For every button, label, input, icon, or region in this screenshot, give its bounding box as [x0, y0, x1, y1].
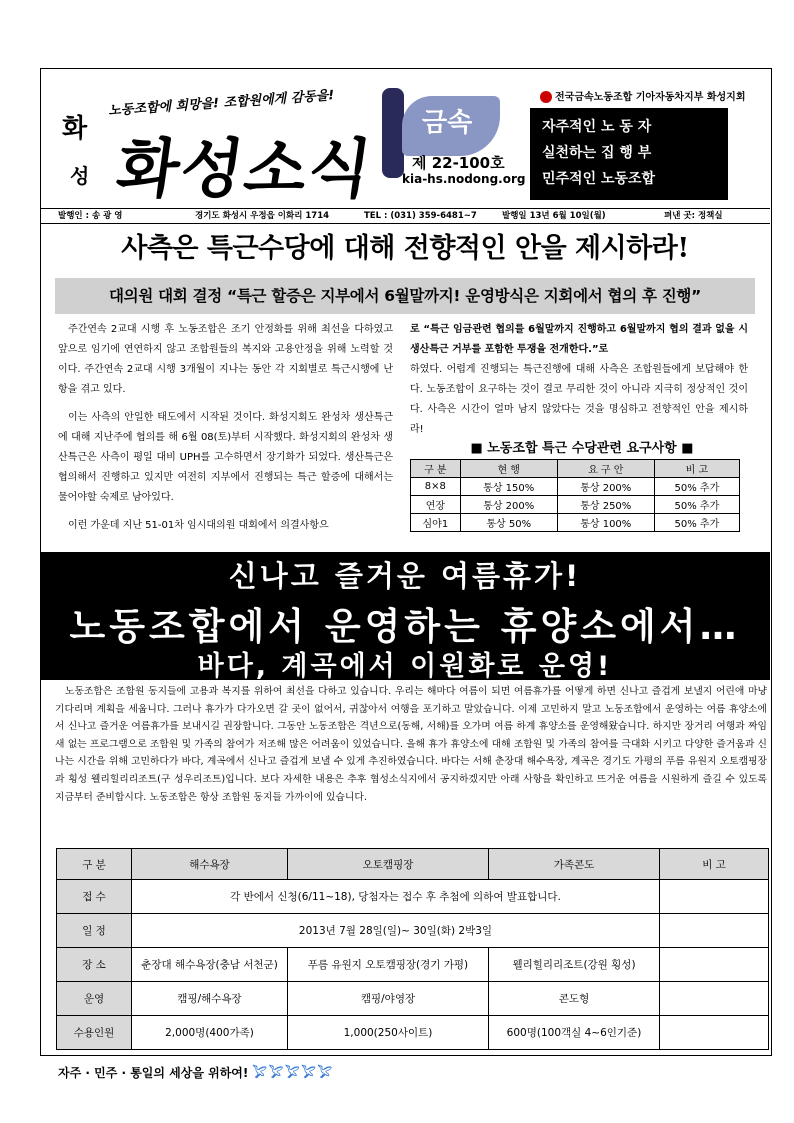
table-row: [57, 982, 769, 1016]
table-cell: 통상 250%: [557, 496, 654, 514]
masthead-side-char-1: 화: [62, 114, 88, 144]
table-cell: 수용인원: [57, 1016, 132, 1050]
logo-text: 금속: [422, 108, 473, 138]
article1-paragraph: 주간연속 2교대 시행 후 노동조합은 조기 안정화를 위해 최선을 다하였고 앞으로 임기에 연연하지 않고 조합원들의 복지와 고용안정을 위해 노력할 것이다. 주간연속 2교대 시행 3개월이 지나는 동안 각 지회별로 특근시행에 난항을 겪고 있다.: [58, 324, 393, 395]
masthead-slogan: 노동조합에 희망을! 조합원에게 감동을!: [107, 88, 335, 119]
table-cell: 일 정: [57, 914, 132, 948]
table-header-row: [57, 849, 769, 880]
footer-slogan: [58, 1061, 334, 1081]
table-cell: [660, 948, 769, 982]
vacation-paragraph: 노동조합은 조합원 동지들에 고용과 복지를 위하여 최선을 다하고 있습니다. 우리는 해마다 여름이 되면 여름휴가를 어떻게 하면 신나고 즐겁게 보낼지 어린애 마냥 기다리며 계획을 세웁니다. 그러나 휴가가 다가오면 갈 곳이 없어서, 귀찮아서 여행을 포기하고 말았습니다. 이제 고민하지 말고 노동조합에서 운영하는 여름 휴양소에서 신나고 즐거운 여름휴가를 보내시길 권장합니다. 그동안 노동조합은 격년으로(동해, 서해)를 오가며 여름 하계 휴양소를 운영해왔습니다. 하지만 장거리 여행과 짜임새 없는 프로그램으로 조합원 및 가족의 참여가 저조해 많은 어려움이 있었습니다. 올해 휴가 휴양소에 대해 조합원 및 가족의 참여를 극대화 시키고 다양한 즐거움과 신나는 시간을 위해 고민하다가 바다, 계곡에서 신나고 즐겁게 보낼 수 있게 추진하였습니다. 바다는 서해 춘장대 해수욕장, 계곡은 경기도 가평의 푸름 유원지 오토캠핑장과 횡성 웰리힐리리조트(구 성우리조트)입니다. 보다 자세한 내용은 추후 협성소식지에서 공지하겠지만 아래 사항을 확인하고 뜨거운 여름을 시원하게 즐길 수 있도록 지금부터 준비합시다. 노동조합은 항상 조합원 동지들 가까이에 있습니다.: [55, 686, 767, 803]
table-cell: 캠핑/해수욕장: [132, 982, 288, 1016]
motto-line: 자주적인 노 동 자: [542, 119, 652, 135]
table-header-cell: 구 분: [57, 849, 132, 880]
publisher: 발행인 : 송 광 영: [58, 211, 123, 221]
table-cell: 캠핑/야영장: [288, 982, 489, 1016]
table-row: [57, 914, 769, 948]
table-cell: 운영: [57, 982, 132, 1016]
table-cell: 푸름 유원지 오토캠핑장(경기 가평): [288, 948, 489, 982]
table-cell: [660, 982, 769, 1016]
telephone: TEL : (031) 359-6481~7: [364, 211, 477, 221]
motto-box: [530, 108, 728, 200]
table-row: [57, 948, 769, 982]
table-cell: 통상 200%: [460, 496, 557, 514]
vacation-banner: [40, 552, 770, 680]
article1-headline: 사측은 특근수당에 대해 전향적인 안을 제시하라!: [121, 233, 689, 264]
table-cell: 통상 100%: [557, 514, 654, 532]
table-cell: 각 반에서 신청(6/11~18), 당첨자는 접수 후 추첨에 의하여 발표합니다.: [132, 880, 660, 914]
article1-paragraph: 이런 가운데 지난 51-01차 임시대의원 대회에서 의결사항으: [68, 520, 329, 531]
table-cell: [660, 880, 769, 914]
table-row: [411, 478, 740, 496]
table-row: [57, 1016, 769, 1050]
table-cell: 접 수: [57, 880, 132, 914]
table-cell: 50% 추가: [654, 514, 739, 532]
masthead-side-char-2: 성: [70, 164, 90, 188]
table-header-cell: 구 분: [411, 460, 461, 478]
demand-table: [410, 459, 740, 532]
article1-resolution-quote: 로 “특근 임금관련 협의를 6월말까지 진행하고 6월말까지 협의 결과 없을 시 생산특근 거부를 포함한 투쟁을 전개한다.”로: [410, 324, 748, 355]
union-name-text: 전국금속노동조합 기아자동차지부 화성지회: [555, 92, 746, 103]
table-cell: 50% 추가: [654, 496, 739, 514]
table-cell: 심야1: [411, 514, 461, 532]
table-header-row: [411, 460, 740, 478]
table-cell: 2013년 7월 28일(일)~ 30일(화) 2박3일: [132, 914, 660, 948]
motto-line: 실천하는 집 행 부: [542, 145, 652, 161]
table-cell: 2,000명(400가족): [132, 1016, 288, 1050]
table-cell: 600명(100객실 4~6인기준): [489, 1016, 660, 1050]
table-header-cell: 오토캠핑장: [288, 849, 489, 880]
table-cell: [660, 1016, 769, 1050]
table-header-cell: 가족콘도: [489, 849, 660, 880]
article1-right-column: [410, 320, 748, 440]
newsletter-title: 화성소식: [111, 132, 378, 207]
table-row: [411, 496, 740, 514]
issue-number: 제 22-100호: [412, 154, 505, 172]
table-cell: 통상 50%: [460, 514, 557, 532]
table-cell: 연장: [411, 496, 461, 514]
publication-info-bar: [40, 208, 770, 224]
address: 경기도 화성시 우정읍 이화리 1714: [195, 211, 330, 221]
table-cell: 웰리힐리리조트(강원 횡성): [489, 948, 660, 982]
table-cell: 1,000(250사이트): [288, 1016, 489, 1050]
table-header-cell: 비 고: [654, 460, 739, 478]
union-emblem-icon: [540, 91, 552, 103]
table-cell: 콘도형: [489, 982, 660, 1016]
bird-icons: 𓅯𓅯𓅯𓅯𓅯: [252, 1066, 334, 1080]
table-cell: [660, 914, 769, 948]
article1-subhead: 대의원 대회 결정 “특근 할증은 지부에서 6월말까지! 운영방식은 지회에서 협의 후 진행”: [55, 278, 755, 314]
fist-icon: [382, 88, 404, 178]
motto-line: 민주적인 노동조합: [542, 171, 656, 187]
table-cell: 통상 200%: [557, 478, 654, 496]
union-name: [540, 88, 746, 103]
table-header-cell: 비 고: [660, 849, 769, 880]
table-cell: 50% 추가: [654, 478, 739, 496]
table-header-cell: 요 구 안: [557, 460, 654, 478]
table-row: [411, 514, 740, 532]
resort-table: [56, 848, 769, 1050]
table-header-cell: 해수욕장: [132, 849, 288, 880]
website-url: kia-hs.nodong.org: [402, 172, 526, 186]
union-logo: [382, 88, 532, 188]
table-cell: 통상 150%: [460, 478, 557, 496]
article1-paragraph: 이는 사측의 안일한 태도에서 시작된 것이다. 화성지회도 완성차 생산특근에 대해 지난주에 협의를 해 6월 08(토)부터 시작했다. 화성지회의 완성차 생산특근은 사측이 평일 대비 UPH를 고수하면서 장기화가 되었다. 생산특근은 협의해서 진행하고 있지만 여전히 지부에서 진행되는 특근 할증에 대해서는 물어야할 숙제로 남아있다.: [58, 412, 393, 503]
banner-line-1: 신나고 즐거운 여름휴가!: [228, 559, 582, 593]
table-cell: 장 소: [57, 948, 132, 982]
table-cell: 춘장대 해수욕장(충남 서천군): [132, 948, 288, 982]
table-cell: 8×8: [411, 478, 461, 496]
article1-right-text: 하였다. 어렵게 진행되는 특근진행에 대해 사측은 조합원들에게 보답해야 한다. 노동조합이 요구하는 것이 결코 무리한 것이 아니라 지극히 정상적인 것이다. 사측은 시간이 얼마 남지 않았다는 것을 명심하고 전향적인 안을 제시하라!: [410, 364, 748, 435]
table-row: [57, 880, 769, 914]
table-header-cell: 현 행: [460, 460, 557, 478]
banner-line-2: 노동조합에서 운영하는 휴양소에서…: [69, 605, 741, 648]
demand-table-title: ■ 노동조합 특근 수당관련 요구사항 ■: [470, 441, 694, 456]
footer-text: 자주 · 민주 · 통일의 세상을 위하여!: [58, 1066, 249, 1080]
banner-line-3: 바다, 계곡에서 이원화로 운영!: [197, 651, 613, 682]
issue-date: 발행일 13년 6월 10일(월): [502, 211, 606, 221]
editor: 펴낸 곳: 정책실: [664, 211, 723, 221]
article1-left-column: [58, 320, 393, 544]
